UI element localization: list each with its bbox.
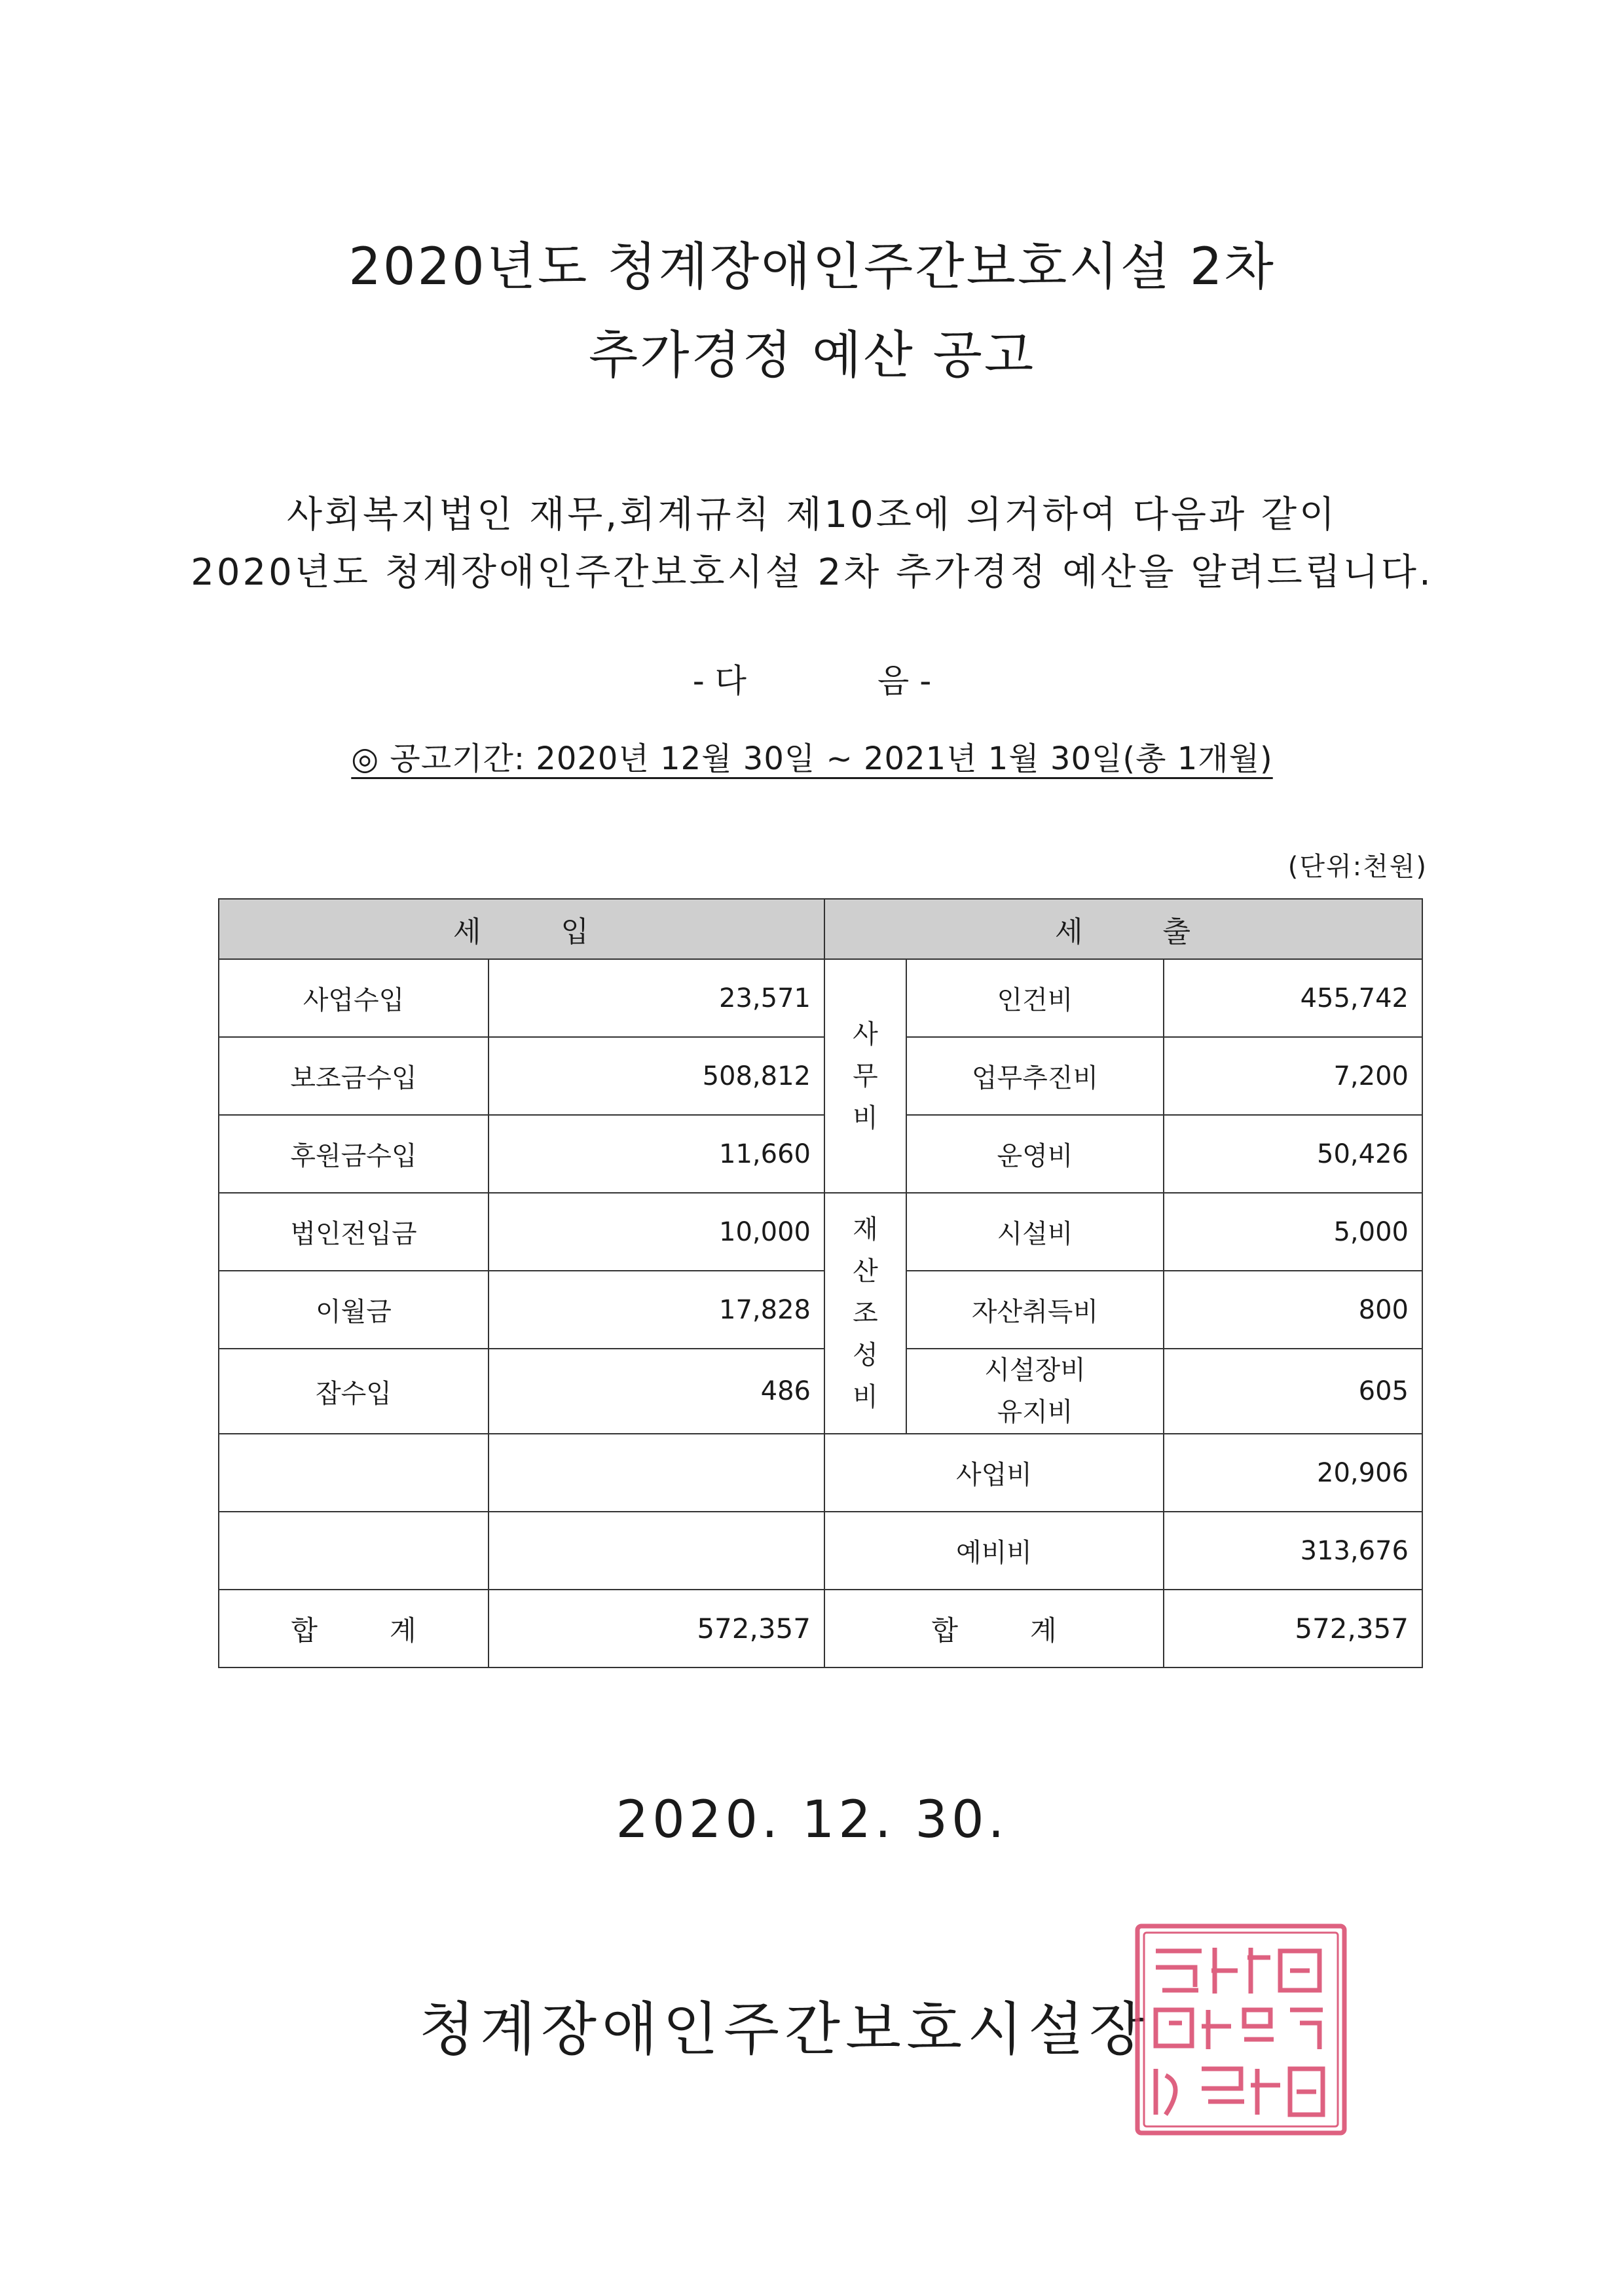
empty-cell bbox=[219, 1512, 489, 1590]
expense-label: 자산취득비 bbox=[906, 1271, 1164, 1349]
office-expense-group bbox=[824, 959, 906, 1193]
expense-header-a: 세 bbox=[1054, 915, 1084, 949]
income-total-label bbox=[219, 1590, 489, 1667]
table-header-row bbox=[219, 899, 1422, 959]
income-value: 17,828 bbox=[489, 1271, 824, 1349]
income-label: 이월금 bbox=[219, 1271, 489, 1349]
table-row bbox=[219, 1349, 1422, 1434]
income-value: 486 bbox=[489, 1349, 824, 1434]
expense-value: 5,000 bbox=[1164, 1193, 1422, 1271]
total-label-b: 계 bbox=[390, 1614, 416, 1647]
intro-line2: 2020년도 청계장애인주간보호시설 2차 추가경정 예산을 알려드립니다. bbox=[191, 551, 1433, 594]
income-label: 잡수입 bbox=[219, 1349, 489, 1434]
table-row bbox=[219, 1271, 1422, 1349]
expense-label-line1: 시설장비 bbox=[984, 1355, 1086, 1385]
expense-value: 7,200 bbox=[1164, 1037, 1422, 1115]
expense-label: 운영비 bbox=[906, 1115, 1164, 1193]
empty-cell bbox=[489, 1434, 824, 1512]
table-row bbox=[219, 1434, 1422, 1512]
expense-value: 20,906 bbox=[1164, 1434, 1422, 1512]
intro-line1: 사회복지법인 재무,회계규칙 제10조에 의거하여 다음과 같이 bbox=[286, 494, 1338, 536]
income-label: 보조금수입 bbox=[219, 1037, 489, 1115]
expense-label: 사업비 bbox=[824, 1434, 1164, 1512]
expense-label-line2: 유지비 bbox=[997, 1397, 1073, 1427]
expense-value: 455,742 bbox=[1164, 959, 1422, 1037]
income-value: 508,812 bbox=[489, 1037, 824, 1115]
table-row bbox=[219, 959, 1422, 1037]
expense-label: 예비비 bbox=[824, 1512, 1164, 1590]
total-row bbox=[219, 1590, 1422, 1667]
expense-label: 시설비 bbox=[906, 1193, 1164, 1271]
income-total-value: 572,357 bbox=[489, 1590, 824, 1667]
income-header-b: 입 bbox=[561, 915, 591, 949]
unit-label: (단위:천원) bbox=[1287, 852, 1428, 882]
table-row bbox=[219, 1512, 1422, 1590]
total-label-b: 계 bbox=[1030, 1614, 1057, 1647]
expense-value: 800 bbox=[1164, 1271, 1422, 1349]
expense-label bbox=[906, 1349, 1164, 1434]
income-label: 법인전입금 bbox=[219, 1193, 489, 1271]
expense-total-label bbox=[824, 1590, 1164, 1667]
budget-table bbox=[218, 898, 1423, 1668]
facility-head-title: 청계장애인주간보호시설장 bbox=[419, 1995, 1151, 2063]
divider-right: 음 - bbox=[877, 662, 932, 700]
total-label-a: 합 bbox=[931, 1614, 958, 1647]
expense-label: 인건비 bbox=[906, 959, 1164, 1037]
group-char: 무 bbox=[853, 1061, 878, 1091]
expense-label: 업무추진비 bbox=[906, 1037, 1164, 1115]
document-date: 2020. 12. 30. bbox=[616, 1791, 1008, 1850]
group-char: 재 bbox=[853, 1214, 878, 1245]
official-seal-stamp bbox=[1130, 1918, 1352, 2141]
group-char: 사 bbox=[853, 1019, 878, 1049]
expense-value: 50,426 bbox=[1164, 1115, 1422, 1193]
expense-header bbox=[824, 899, 1422, 959]
table-row bbox=[219, 1037, 1422, 1115]
group-char: 조 bbox=[853, 1298, 878, 1328]
empty-cell bbox=[219, 1434, 489, 1512]
expense-value: 313,676 bbox=[1164, 1512, 1422, 1590]
income-label: 후원금수입 bbox=[219, 1115, 489, 1193]
divider-left: - 다 bbox=[692, 662, 747, 700]
group-char: 산 bbox=[853, 1256, 878, 1286]
expense-total-value: 572,357 bbox=[1164, 1590, 1422, 1667]
expense-header-b: 출 bbox=[1162, 915, 1192, 949]
group-char: 비 bbox=[853, 1102, 878, 1133]
document-title-line1: 2020년도 청계장애인주간보호시설 2차 bbox=[348, 238, 1276, 297]
notice-period-text: ◎ 공고기간: 2020년 12월 30일 ~ 2021년 1월 30일(총 1개월) bbox=[351, 740, 1273, 777]
document-title-line2: 추가경정 예산 공고 bbox=[588, 326, 1036, 385]
group-char: 성 bbox=[853, 1340, 878, 1370]
table-row bbox=[219, 1115, 1422, 1193]
empty-cell bbox=[489, 1512, 824, 1590]
asset-expense-group bbox=[824, 1193, 906, 1434]
income-header-a: 세 bbox=[452, 915, 483, 949]
table-row bbox=[219, 1193, 1422, 1271]
notice-period bbox=[0, 733, 1624, 778]
section-divider bbox=[0, 655, 1624, 702]
income-value: 11,660 bbox=[489, 1115, 824, 1193]
income-value: 10,000 bbox=[489, 1193, 824, 1271]
group-char: 비 bbox=[853, 1382, 878, 1412]
income-label: 사업수입 bbox=[219, 959, 489, 1037]
income-header bbox=[219, 899, 824, 959]
total-label-a: 합 bbox=[291, 1614, 318, 1647]
expense-value: 605 bbox=[1164, 1349, 1422, 1434]
income-value: 23,571 bbox=[489, 959, 824, 1037]
